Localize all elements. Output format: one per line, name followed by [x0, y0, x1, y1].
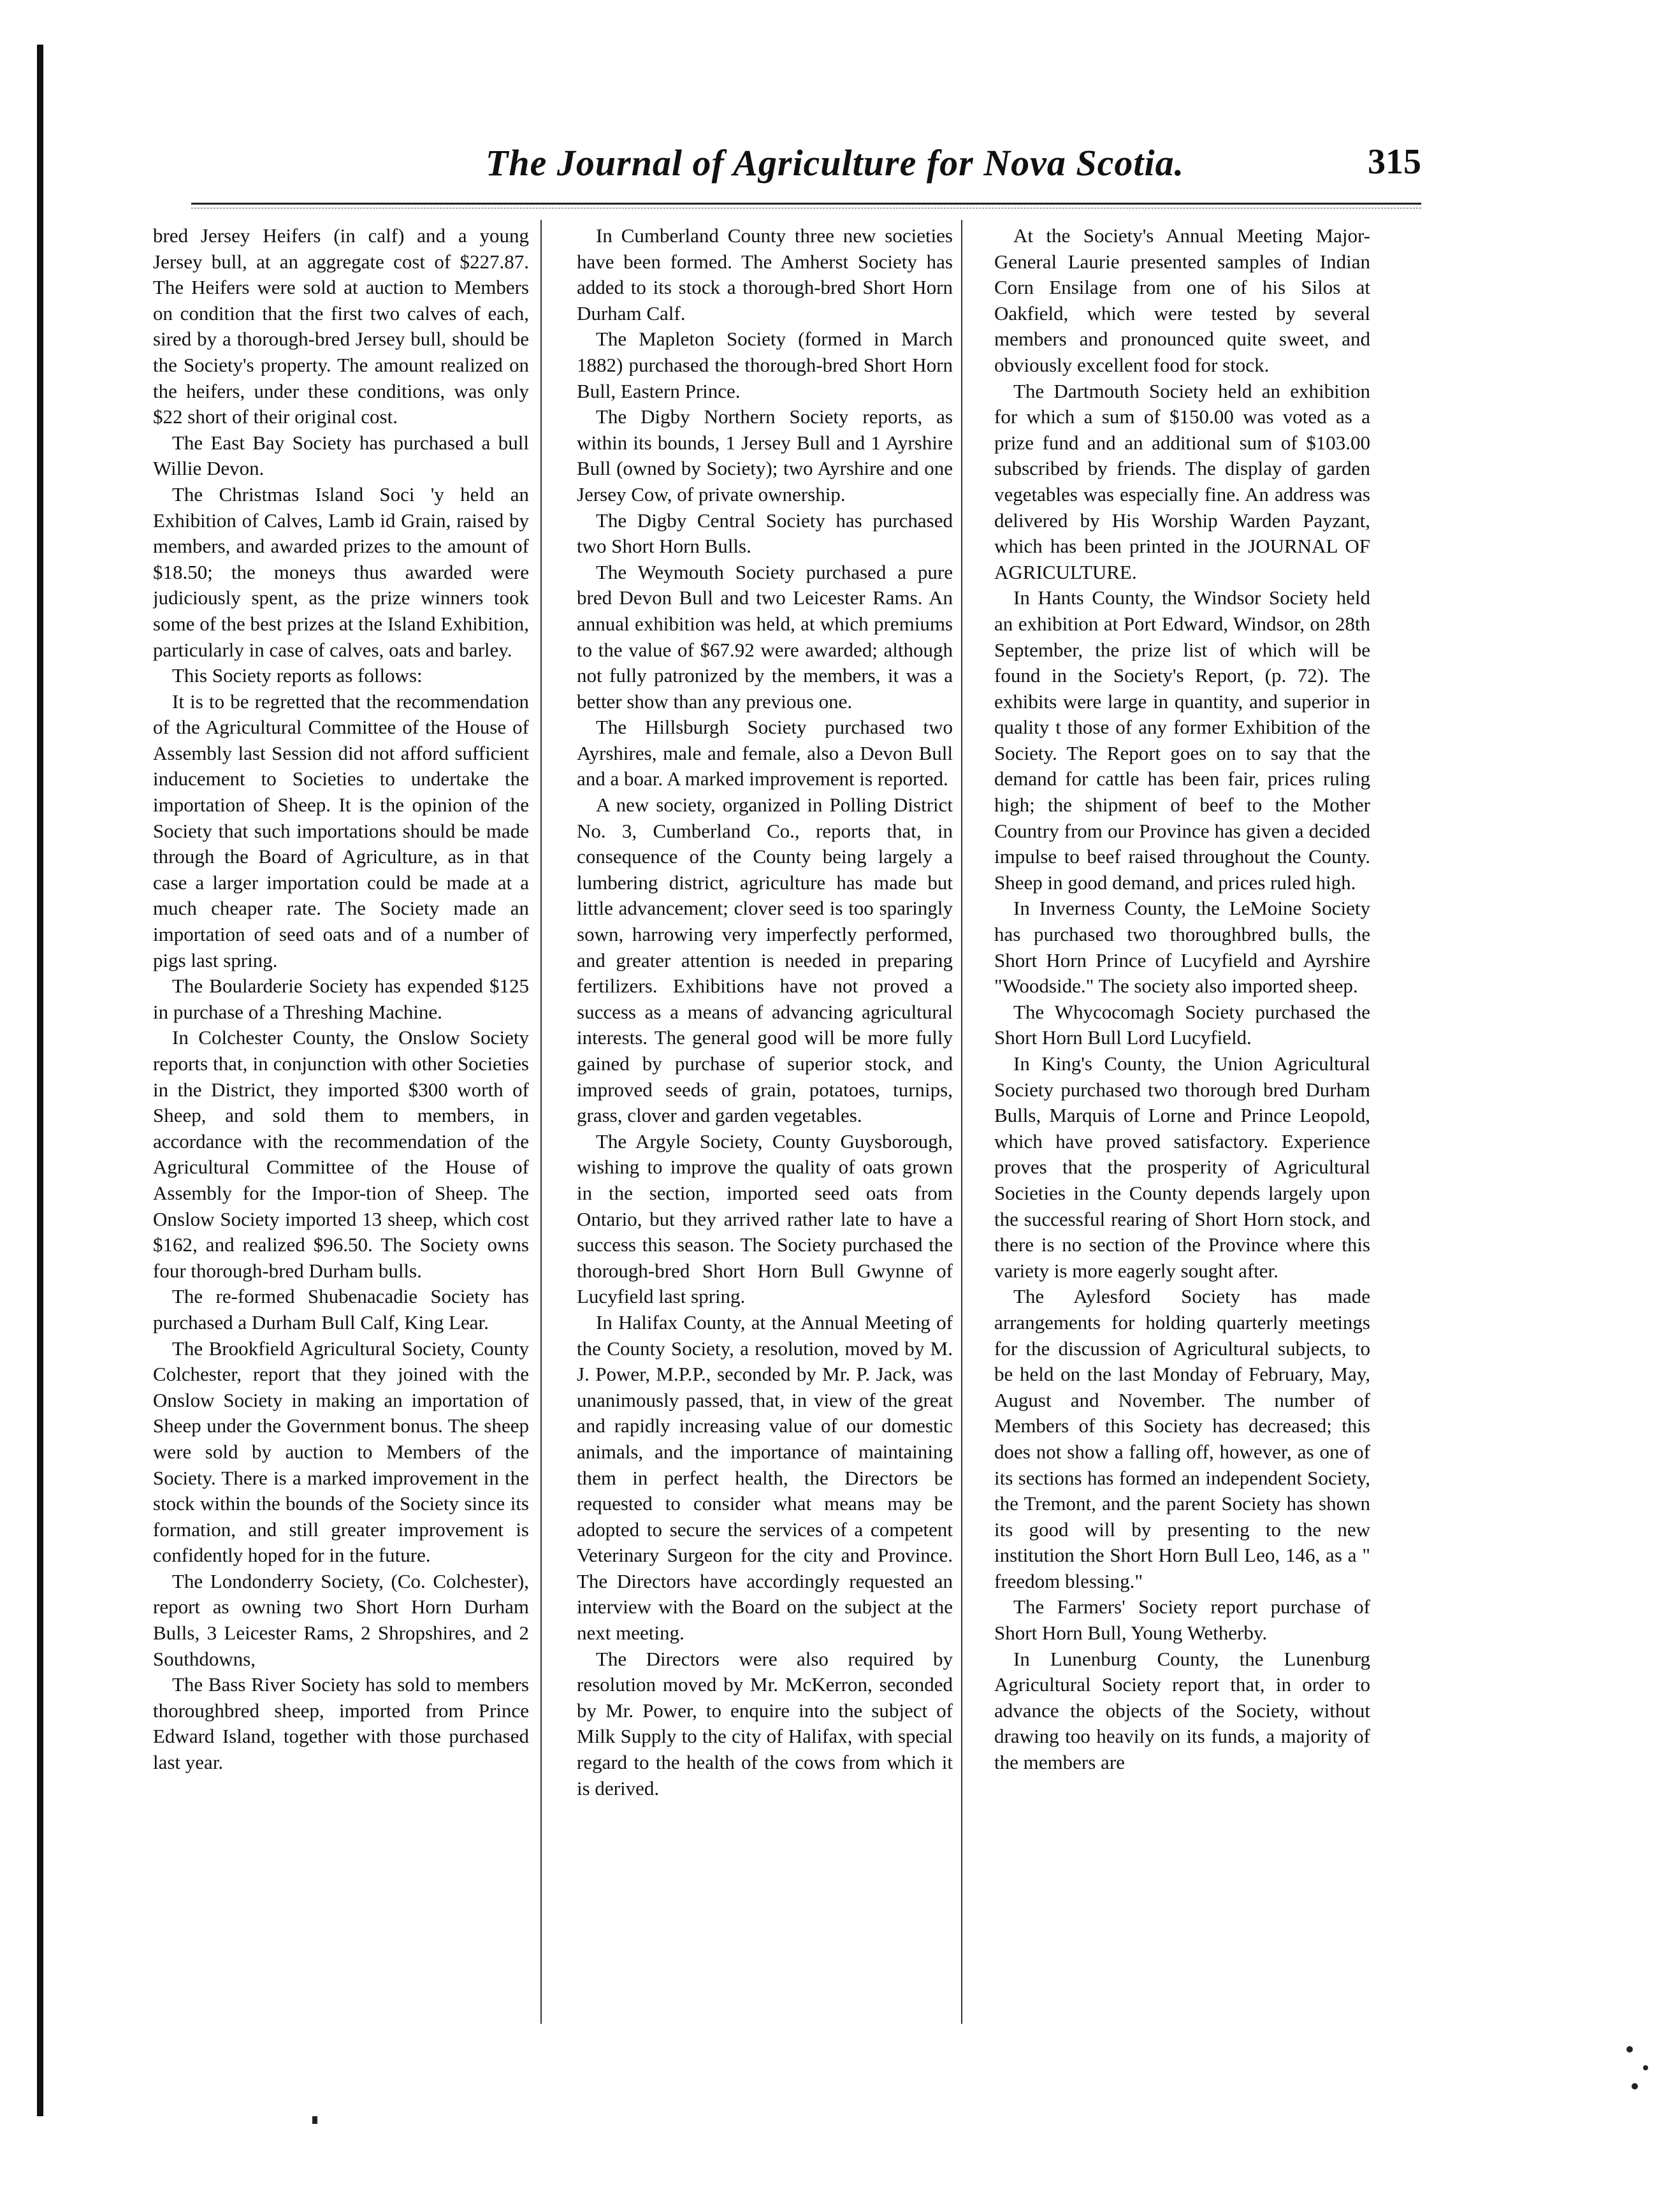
text-column-1 [153, 223, 529, 2027]
paragraph: In Hants County, the Windsor Society held an exhibition at Port Edward, Windsor, on 28th September, the prize list of which will be found in the Society's Report, (p. 72). The exhibits were large in quantity, and superior in quality t those of any former Exhibition of the Society. The Report goes on to say that the demand for cattle has been fair, prices ruling high; the shipment of beef to the Mother Country from our Province has given a decided impulse to beef raised throughout the County. Sheep in good demand, and prices ruled high. [994, 586, 1370, 894]
paragraph: In Lunenburg County, the Lunenburg Agricultural Society report that, in order to advance the objects of the Society, without drawing too heavily on its funds, a majority of the members are [994, 1647, 1370, 1774]
paragraph: A new society, organized in Polling District No. 3, Cumberland Co., reports that, in consequence of the County being largely a lumbering district, agriculture has made but little advancement; clover seed is too sparingly sown, harrowing very imperfectly performed, and greater attention is needed in preparing fertilizers. Exhibitions have not proved a success as a means of advancing agricultural interests. The general good will be more fully gained by purchase of superior stock, and improved seeds of grain, potatoes, turnips, grass, clover and garden vegetables. [577, 794, 953, 1127]
paragraph: The Argyle Society, County Guysborough, wishing to improve the quality of oats grown in the section, imported seed oats from Ontario, but they arrived rather late to have a success this season. The Society purchased the thorough-bred Short Horn Bull Gwynne of Lucyfield last spring. [577, 1130, 953, 1308]
text-column-2 [577, 223, 953, 2027]
paragraph: The Whycocomagh Society purchased the Short Horn Bull Lord Lucyfield. [994, 1000, 1370, 1049]
paragraph: The Dartmouth Society held an exhibition for which a sum of $150.00 was voted as a prize fund and an additional sum of $103.00 subscribed by friends. The display of garden vegetables was especially fine. An address was delivered by His Worship Warden Payzant, which has been printed in the JOURNAL OF AGRICULTURE. [994, 379, 1370, 583]
page-number: 315 [1368, 142, 1421, 182]
paragraph: The Brookfield Agricultural Society, County Colchester, report that they joined with the Onslow Society in making an importation of Sheep under the Government bonus. The sheep were sold by auction to Members of the Society. There is a marked improvement in the stock within the bounds of the Society since its formation, and still greater improvement is confidently hoped for in the future. [153, 1337, 529, 1567]
header-rule [191, 203, 1421, 205]
paragraph: The Londonderry Society, (Co. Colchester), report as owning two Short Horn Durham Bulls, 3 Leicester Rams, 2 Shropshires, and 2 Southdowns, [153, 1569, 529, 1670]
paragraph: The Christmas Island Soci 'y held an Exhibition of Calves, Lamb id Grain, raised by members, and awarded prizes to the amount of $18.50; the moneys thus awarded were judiciously spent, as the prize winners took some of the best prizes at the Island Exhibition, particularly in case of calves, oats and barley. [153, 483, 529, 661]
text-column-3 [994, 223, 1370, 2027]
scan-speck [1643, 2065, 1648, 2070]
paragraph: In King's County, the Union Agricultural Society purchased two thorough bred Durham Bulls, Marquis of Lorne and Prince Leopold, which have proved satisfactory. Experience proves that the prosperity of Agricultural Societies in the County depends largely upon the successful rearing of Short Horn stock, and there is no section of the Province where this variety is more eagerly sought after. [994, 1052, 1370, 1282]
paragraph: The Directors were also required by resolution moved by Mr. McKerron, seconded by Mr. Power, to enquire into the subject of Milk Supply to the city of Halifax, with special regard to the health of the cows from which it is derived. [577, 1647, 953, 1799]
paragraph: The Hillsburgh Society purchased two Ayrshires, male and female, also a Devon Bull and a boar. A marked improvement is reported. [577, 716, 953, 790]
scan-speck [1632, 2083, 1638, 2089]
page-header [191, 142, 1421, 199]
paragraph: In Halifax County, at the Annual Meeting of the County Society, a resolution, moved by M. J. Power, M.P.P., seconded by Mr. P. Jack, was unanimously passed, that, in view of the great and rapidly increasing value of our domestic animals, and the importance of maintaining them in perfect health, the Directors be requested to consider what means may be adopted to secure the services of a competent Veterinary Surgeon for the city and Province. The Directors have accordingly requested an interview with the Board on the subject at the next meeting. [577, 1311, 953, 1645]
paragraph: In Colchester County, the Onslow Society reports that, in conjunction with other Societies in the District, they imported $300 worth of Sheep, and sold them to members, in accordance with the recommendation of the Agricultural Committee of the House of Assembly for the Impor-tion of Sheep. The Onslow Society imported 13 sheep, which cost $162, and realized $96.50. The Society owns four thorough-bred Durham bulls. [153, 1026, 529, 1282]
paragraph: The Farmers' Society report purchase of Short Horn Bull, Young Wetherby. [994, 1595, 1370, 1645]
column-divider [961, 220, 962, 2024]
paragraph: In Inverness County, the LeMoine Society has purchased two thoroughbred bulls, the Short Horn Prince of Lucyfield and Ayrshire "Woodside." The society also imported sheep. [994, 897, 1370, 998]
column-divider [540, 220, 542, 2024]
paragraph: The Digby Central Society has purchased two Short Horn Bulls. [577, 509, 953, 558]
scan-speck [312, 2116, 317, 2124]
scan-speck [1626, 2046, 1633, 2053]
paragraph: This Society reports as follows: [172, 664, 423, 687]
paragraph: The Weymouth Society purchased a pure bred Devon Bull and two Leicester Rams. An annual exhibition was held, at which premiums to the value of $67.92 were awarded; although not fully patronized by the members, it was a better show than any previous one. [577, 560, 953, 713]
paragraph: The Aylesford Society has made arrangements for holding quarterly meetings for the discussion of Agricultural subjects, to be held on the last Monday of February, May, August and November. The number of Members of this Society has decreased; this does not show a falling off, however, as one of its sections has formed an independent Society, the Tremont, and the parent Society has shown its good will by presenting to the new institution the Short Horn Bull Leo, 146, as a " freedom blessing." [994, 1285, 1370, 1592]
paragraph: bred Jersey Heifers (in calf) and a young Jersey bull, at an aggregate cost of $227.87. The Heifers were sold at auction to Members on condition that the first two calves of each, sired by a thorough-bred Jersey bull, should be the Society's property. The amount realized on the heifers, under these conditions, was only $22 short of their original cost. [153, 224, 529, 428]
paragraph: The re-formed Shubenacadie Society has purchased a Durham Bull Calf, King Lear. [153, 1285, 529, 1333]
paragraph: The East Bay Society has purchased a bull Willie Devon. [153, 431, 529, 480]
paragraph: The Bass River Society has sold to members thoroughbred sheep, imported from Prince Edward Island, together with those purchased last year. [153, 1673, 529, 1774]
journal-title: The Journal of Agriculture for Nova Scotia. [485, 142, 1185, 184]
paragraph: In Cumberland County three new societies have been formed. The Amherst Society has added to its stock a thorough-bred Short Horn Durham Calf. [577, 224, 953, 324]
scan-binding-edge [37, 45, 43, 2116]
paragraph: At the Society's Annual Meeting Major-General Laurie presented samples of Indian Corn Ensilage from one of his Silos at Oakfield, which were tested by several members and pronounced quite sweet, and obviously excellent food for stock. [994, 224, 1370, 376]
paragraph: The Mapleton Society (formed in March 1882) purchased the thorough-bred Short Horn Bull, Eastern Prince. [577, 328, 953, 402]
paragraph: It is to be regretted that the recommendation of the Agricultural Committee of the House of Assembly last Session did not afford sufficient inducement to Societies to undertake the importation of Sheep. It is the opinion of the Society that such importations should be made through the Board of Agriculture, as in that case a larger importation could be made at a much cheaper rate. The Society made an importation of seed oats and of a number of pigs last spring. [153, 690, 529, 971]
paragraph: The Digby Northern Society reports, as within its bounds, 1 Jersey Bull and 1 Ayrshire Bull (owned by Society); two Ayrshire and one Jersey Cow, of private ownership. [577, 405, 953, 505]
paragraph: The Boularderie Society has expended $125 in purchase of a Threshing Machine. [153, 975, 529, 1023]
